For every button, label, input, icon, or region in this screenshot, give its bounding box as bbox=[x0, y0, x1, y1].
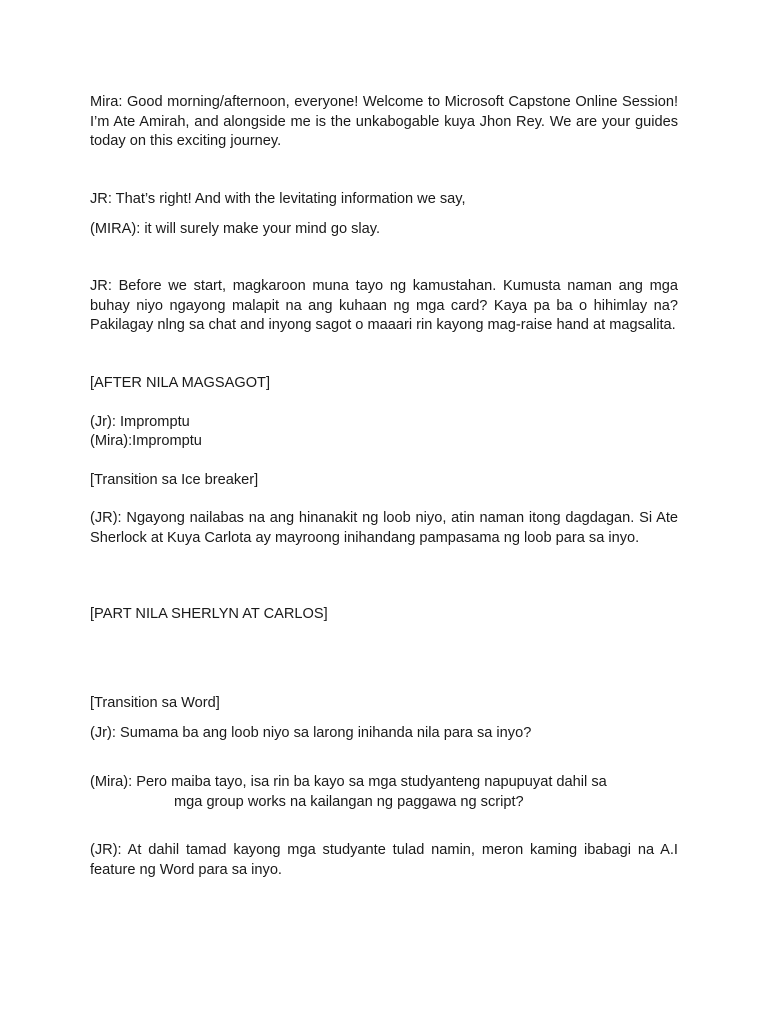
stage-direction-ice-breaker: [Transition sa Ice breaker] bbox=[90, 472, 259, 488]
paragraph-jr-kamustahan: JR: Before we start, magkaroon muna tayo ng kamustahan. Kumusta naman ang mga buhay niyo ngayong malapit na ang kuhaan ng mga card? Kaya pa ba o hihimlay na? Pakilagay nlng sa chat and inyong sagot o maaari rin kayong mag-raise hand at magsalita. bbox=[90, 278, 678, 333]
stage-direction-sherlyn-carlos: [PART NILA SHERLYN AT CARLOS] bbox=[90, 606, 328, 622]
stage-direction-word: [Transition sa Word] bbox=[90, 695, 220, 711]
paragraph-mira-welcome: Mira: Good morning/afternoon, everyone! Welcome to Microsoft Capstone Online Session! I’m Ate Amirah, and alongside me is the unkabogable kuya Jhon Rey. We are your guides today on this exciting journey. bbox=[90, 94, 678, 149]
paragraph-jr-hinanakit: (JR): Ngayong nailabas na ang hinanakit ng loob niyo, atin naman itong dagdagan. Si Ate Sherlock at Kuya Carlota ay mayroong inihandang pampasama ng loob para sa inyo. bbox=[90, 510, 678, 546]
paragraph-jr-levitating: JR: That’s right! And with the levitating information we say, bbox=[90, 191, 466, 207]
paragraph-mira-maiba-line-2: mga group works na kailangan ng paggawa ng script? bbox=[174, 793, 524, 810]
stage-direction-after-magsagot: [AFTER NILA MAGSAGOT] bbox=[90, 375, 271, 391]
paragraph-jr-impromptu: (Jr): Impromptu bbox=[90, 414, 190, 430]
paragraph-mira-slay: (MIRA): it will surely make your mind go slay. bbox=[90, 221, 381, 237]
paragraph-mira-maiba bbox=[90, 773, 678, 812]
paragraph-jr-ai-feature: (JR): At dahil tamad kayong mga studyante tulad namin, meron kaming ibabagi na A.I feature ng Word para sa inyo. bbox=[90, 842, 678, 878]
paragraph-mira-impromptu: (Mira):Impromptu bbox=[90, 433, 202, 449]
paragraph-jr-sumama: (Jr): Sumama ba ang loob niyo sa larong inihanda nila para sa inyo? bbox=[90, 725, 532, 741]
paragraph-mira-maiba-line-1: (Mira): Pero maiba tayo, isa rin ba kayo sa mga studyanteng napupuyat dahil sa bbox=[90, 774, 607, 790]
